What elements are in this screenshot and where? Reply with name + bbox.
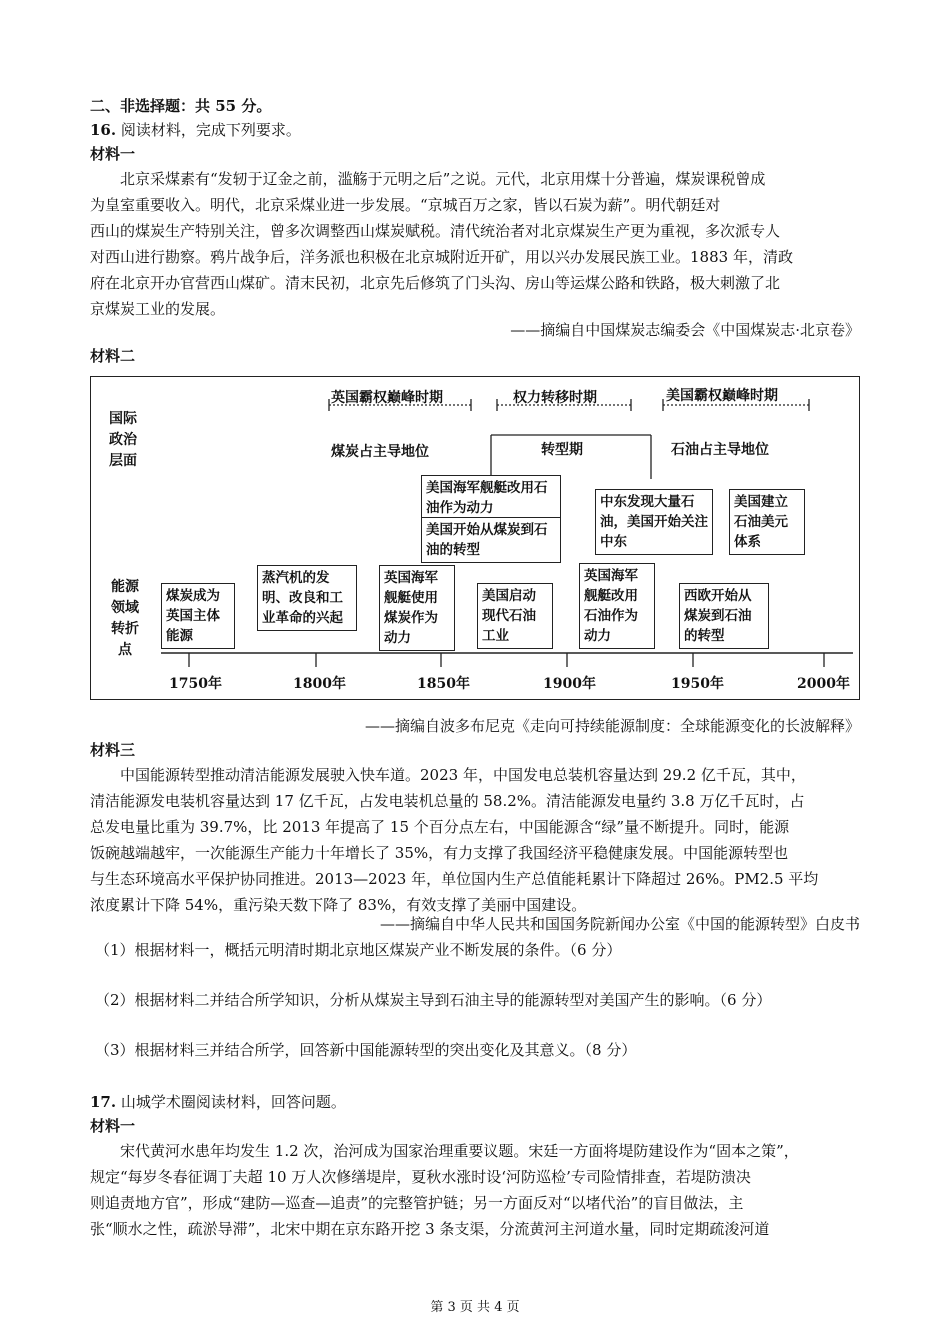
q16-header: [90, 120, 860, 140]
box-petrodollar: 美国建立石油美元体系: [729, 489, 805, 555]
q16-question-2: （2）根据材料二并结合所学知识，分析从煤炭主导到石油主导的能源转型对美国产生的影响。（6 分）: [95, 991, 772, 1009]
page-footer: 第 3 页 共 4 页: [430, 1300, 520, 1315]
box-us-navy-oil: 美国海军舰艇改用石油作为动力: [421, 475, 561, 521]
q16-material1-source: ——摘编自中国煤炭志编委会《中国煤炭志·北京卷》: [510, 321, 860, 339]
q16-material2-source: ——摘编自波多布尼克《走向可持续能源制度：全球能源变化的长波解释》: [364, 717, 860, 735]
q17-header: [90, 1092, 860, 1112]
q16-m3-line-2: 总发电量比重为 39.7%，比 2013 年提高了 15 个百分点左右，中国能源含“绿”量不断提升。同时，能源: [90, 818, 790, 836]
year-1750: 1750年: [169, 676, 222, 692]
year-1950: 1950年: [671, 676, 724, 692]
q16-m1-line-4: 府在北京开办官营西山煤矿。清末民初，北京先后修筑了门头沟、房山等运煤公路和铁路，极大刺激了北: [90, 274, 781, 292]
q16-m1-line-1: 为皇室重要收入。明代，北京采煤业进一步发展。“京城百万之家，皆以石炭为薪”。明代朝廷对: [90, 196, 721, 214]
period-power-transfer: 权力转移时期: [513, 390, 597, 406]
q16-m3-line-0: 中国能源转型推动清洁能源发展驶入快车道。2023 年，中国发电总装机容量达到 29.2 亿千瓦，其中，: [120, 766, 806, 784]
phase-oil-dominant: 石油占主导地位: [671, 442, 769, 458]
q16-number: 16.: [90, 121, 117, 139]
q17-m1-line-1: 规定“每岁冬春征调丁夫超 10 万人次修缮堤岸，夏秋水涨时设‘河防巡检’专司险情排查，若堤防溃决: [90, 1168, 751, 1186]
q16-question-3: （3）根据材料三并结合所学，回答新中国能源转型的突出变化及其意义。（8 分）: [95, 1041, 637, 1059]
q16-m1-line-2: 西山的煤炭生产特别关注，曾多次调整西山煤炭赋税。清代统治者对北京煤炭生产更为重视，多次派专人: [90, 222, 781, 240]
q17-material1-label: 材料一: [90, 1117, 136, 1135]
q16-question-1: （1）根据材料一，概括元明清时期北京地区煤炭产业不断发展的条件。（6 分）: [95, 941, 622, 959]
q16-prompt: 阅读材料，完成下列要求。: [120, 121, 301, 139]
phase-coal-dominant: 煤炭占主导地位: [331, 444, 429, 460]
q16-material3-source: ——摘编自中华人民共和国国务院新闻办公室《中国的能源转型》白皮书: [379, 915, 860, 933]
box-west-europe-transition: 西欧开始从煤炭到石油的转型: [679, 583, 769, 649]
box-uk-navy-oil: 英国海军舰艇改用石油作为动力: [579, 563, 655, 649]
box-us-oil-industry: 美国启动现代石油工业: [477, 583, 553, 649]
q16-material1-label: 材料一: [90, 145, 136, 163]
box-middle-east-oil: 中东发现大量石油，美国开始关注中东: [595, 489, 713, 555]
box-coal-uk-main: 煤炭成为英国主体能源: [161, 583, 235, 649]
year-1850: 1850年: [417, 676, 470, 692]
year-1900: 1900年: [543, 676, 596, 692]
q16-m3-line-3: 饭碗越端越牢，一次能源生产能力十年增长了 35%，有力支撑了我国经济平稳健康发展。中国能源转型也: [90, 844, 789, 862]
q16-material3-label: 材料三: [90, 741, 136, 759]
q16-m1-line-5: 京煤炭工业的发展。: [90, 300, 226, 318]
q16-m3-line-1: 清洁能源发电装机容量达到 17 亿千瓦，占发电装机总量的 58.2%。清洁能源发电量约 3.8 万亿千瓦时，占: [90, 792, 805, 810]
q16-m3-line-4: 与生态环境高水平保护协同推进。2013—2023 年，单位国内生产总值能耗累计下降超过 26%。PM2.5 平均: [90, 870, 819, 888]
q16-material3-text: [90, 762, 860, 918]
energy-transition-diagram: [90, 376, 860, 700]
q16-material1-text: [90, 166, 860, 322]
q16-m1-line-0: 北京采煤素有“发轫于辽金之前，滥觞于元明之后”之说。元代，北京用煤十分普遍，煤炭课税曾成: [120, 170, 766, 188]
row-label-energy: 能源 领域 转折点: [111, 579, 139, 658]
q17-m1-line-0: 宋代黄河水患年均发生 1.2 次，治河成为国家治理重要议题。宋廷一方面将堤防建设作为“固本之策”，: [120, 1142, 799, 1160]
box-steam-engine: 蒸汽机的发明、改良和工业革命的兴起: [257, 565, 357, 631]
box-uk-navy-coal: 英国海军舰艇使用煤炭作为动力: [379, 565, 455, 651]
period-us-hegemony: 美国霸权巅峰时期: [666, 388, 778, 404]
row-label-politics: 国际 政治 层面: [109, 411, 137, 469]
box-us-coal-to-oil: 美国开始从煤炭到石油的转型: [421, 517, 561, 563]
phase-transition: 转型期: [541, 442, 583, 458]
year-1800: 1800年: [293, 676, 346, 692]
period-uk-hegemony: 英国霸权巅峰时期: [331, 390, 443, 406]
q16-m1-line-3: 对西山进行勘察。鸦片战争后，洋务派也积极在北京城附近开矿，用以兴办发展民族工业。1883 年，清政: [90, 248, 793, 266]
q16-material2-label: 材料二: [90, 347, 136, 365]
q17-number: 17.: [90, 1093, 117, 1111]
q17-m1-line-2: 则追责地方官”，形成“建防—巡查—追责”的完整管护链；另一方面反对“以堵代治”的盲目做法，主: [90, 1194, 744, 1212]
q17-m1-line-3: 张“顺水之性，疏淤导滞”，北宋中期在京东路开挖 3 条支渠，分流黄河主河道水量，同时定期疏浚河道: [90, 1220, 770, 1238]
q16-m3-line-5: 浓度累计下降 54%，重污染天数下降了 83%，有效支撑了美丽中国建设。: [90, 896, 587, 914]
year-2000: 2000年: [797, 676, 850, 692]
q17-prompt: 山城学术圈阅读材料，回答问题。: [120, 1093, 346, 1111]
section-title: 二、非选择题：共 55 分。: [90, 97, 272, 115]
q17-material1-text: [90, 1138, 860, 1242]
